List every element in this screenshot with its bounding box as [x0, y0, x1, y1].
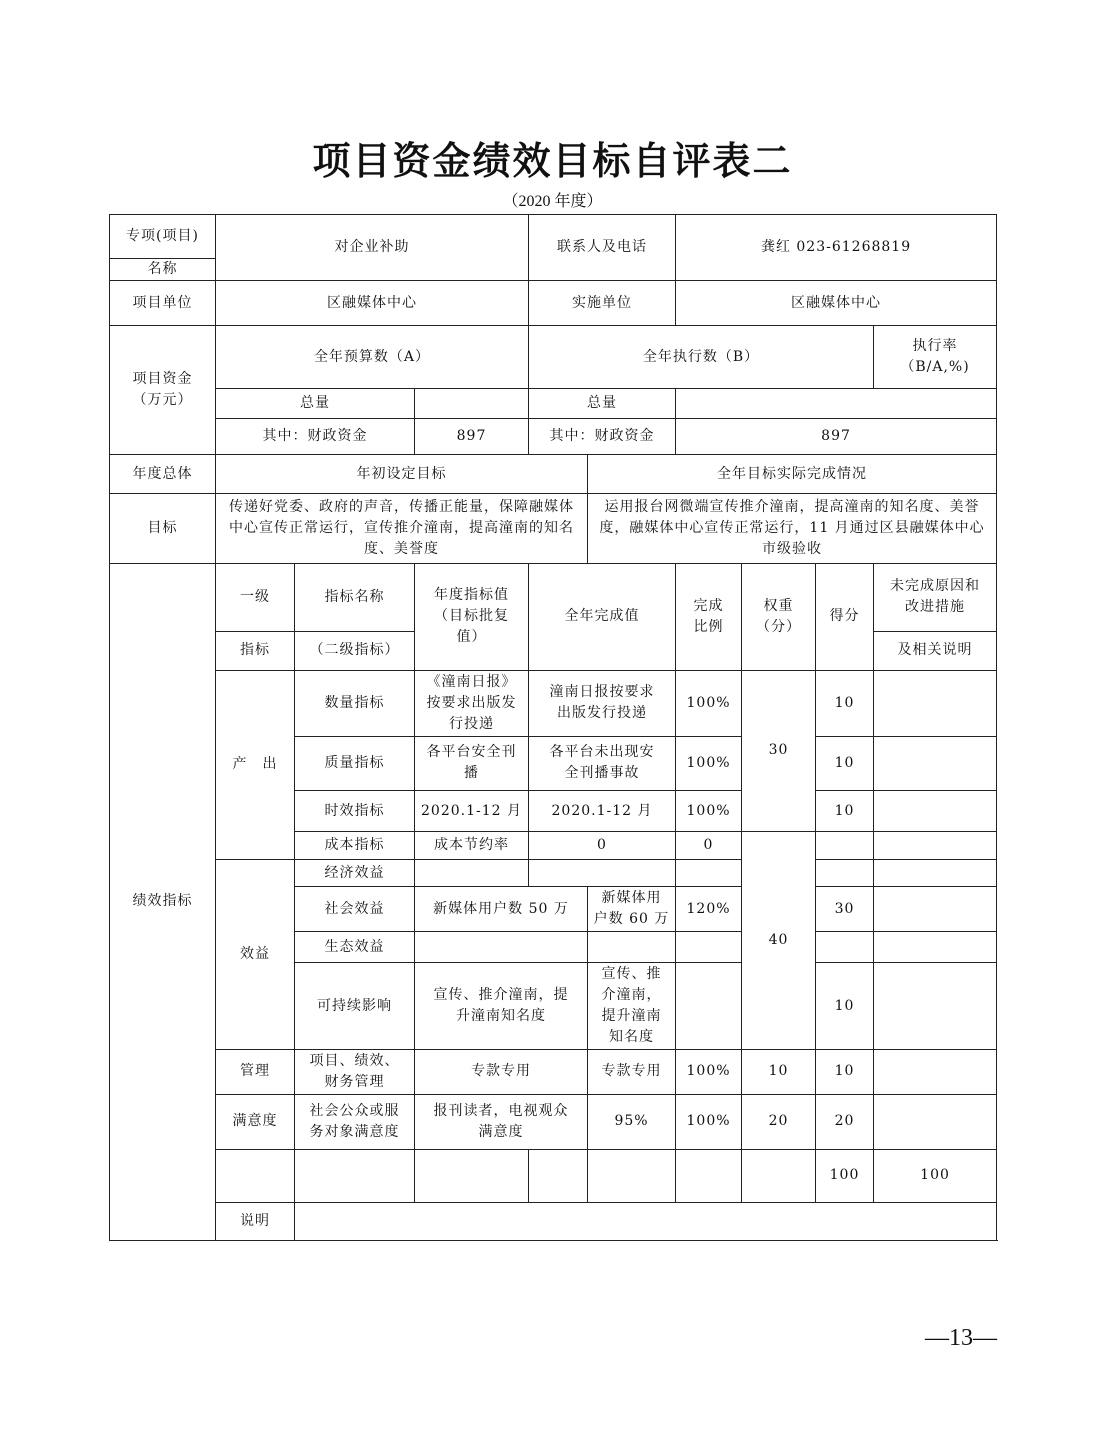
page-number: —13— [925, 1325, 997, 1351]
quality-actual: 各平台未出现安 全刊播事故 [529, 736, 676, 790]
social-reason [874, 887, 997, 932]
management-weight: 10 [742, 1050, 816, 1094]
benefit-label: 效益 [216, 860, 295, 1050]
funds-label: 项目资金 （万元） [110, 326, 216, 455]
ecological-score [816, 932, 874, 963]
fiscal-value-a: 897 [415, 419, 529, 455]
quantity-reason [874, 670, 997, 736]
total-value-a [415, 389, 529, 419]
hdr-target: 年度指标值 （目标批复 值） [415, 563, 529, 670]
quality-score: 10 [816, 736, 874, 790]
total-label-a: 总量 [216, 389, 415, 419]
sustainable-reason [874, 963, 997, 1050]
satisfaction-score: 20 [816, 1094, 874, 1149]
actual-goal-text: 运用报台网微端宣传推介潼南，提高潼南的知名度、美誉度，融媒体中心宣传正常运行，11 月通过区县融媒体中心市级验收 [588, 494, 997, 563]
timeliness-name: 时效指标 [295, 791, 415, 832]
satisfaction-weight: 20 [742, 1094, 816, 1149]
satisfaction-ratio: 100% [676, 1094, 742, 1149]
contact-value: 龚红 023-61268819 [676, 215, 997, 281]
budget-header: 全年预算数（A） [216, 326, 529, 389]
timeliness-actual: 2020.1-12 月 [529, 791, 676, 832]
project-name-value: 对企业补助 [216, 215, 529, 281]
social-score: 30 [816, 887, 874, 932]
total-row-target [529, 1149, 588, 1202]
hdr-reason: 未完成原因和 改进措施 [874, 563, 997, 631]
total-value-b [676, 389, 997, 419]
timeliness-target: 2020.1-12 月 [415, 791, 529, 832]
management-score: 10 [816, 1050, 874, 1094]
ecological-reason [874, 932, 997, 963]
economic-name: 经济效益 [295, 860, 415, 887]
project-unit-value: 区融媒体中心 [216, 281, 529, 326]
benefit-weight: 40 [742, 832, 816, 1050]
timeliness-score: 10 [816, 791, 874, 832]
hdr-name-b: （二级指标） [295, 631, 415, 670]
hdr-weight: 权重 （分） [742, 563, 816, 670]
sustainable-name: 可持续影响 [295, 963, 415, 1050]
document-title: 项目资金绩效目标自评表二 [312, 139, 793, 183]
quantity-target: 《潼南日报》 按要求出版发 行投递 [415, 670, 529, 736]
ecological-name: 生态效益 [295, 932, 415, 963]
total-weight: 100 [816, 1149, 874, 1202]
management-label: 管理 [216, 1050, 295, 1094]
satisfaction-actual: 95% [588, 1094, 676, 1149]
quality-reason [874, 736, 997, 790]
actual-header: 全年目标实际完成情况 [588, 455, 997, 494]
economic-target [415, 860, 529, 887]
total-row-actual [676, 1149, 742, 1202]
fiscal-label-a: 其中：财政资金 [216, 419, 415, 455]
total-row-ratio [742, 1149, 816, 1202]
hdr-actual: 全年完成值 [529, 563, 676, 670]
quantity-ratio: 100% [676, 670, 742, 736]
output-weight: 30 [742, 670, 816, 831]
fiscal-value-b: 897 [676, 419, 997, 455]
ecological-actual [588, 932, 676, 963]
sustainable-target: 宣传、推介潼南，提 升潼南知名度 [415, 963, 588, 1050]
total-score: 100 [874, 1149, 997, 1202]
hdr-reason-b: 及相关说明 [874, 631, 997, 670]
total-label-b: 总量 [529, 389, 676, 419]
hdr-name: 指标名称 [295, 563, 415, 631]
satisfaction-label: 满意度 [216, 1094, 295, 1149]
total-row-name [415, 1149, 529, 1202]
hdr-level1-b: 指标 [216, 631, 295, 670]
management-target: 专款专用 [415, 1050, 588, 1094]
cost-reason [874, 832, 997, 860]
note-value [295, 1202, 997, 1240]
social-actual: 新媒体用 户数 60 万 [588, 887, 676, 932]
total-row-target-b [588, 1149, 676, 1202]
management-ratio: 100% [676, 1050, 742, 1094]
social-name: 社会效益 [295, 887, 415, 932]
exec-header: 全年执行数（B） [529, 326, 874, 389]
satisfaction-name: 社会公众或服 务对象满意度 [295, 1094, 415, 1149]
timeliness-ratio: 100% [676, 791, 742, 832]
economic-score [816, 860, 874, 887]
cost-name: 成本指标 [295, 832, 415, 860]
note-label: 说明 [216, 1202, 295, 1240]
performance-indicators-label: 绩效指标 [110, 563, 216, 1240]
quality-target: 各平台安全刊 播 [415, 736, 529, 790]
fiscal-label-b: 其中：财政资金 [529, 419, 676, 455]
satisfaction-reason [874, 1094, 997, 1149]
rate-header: 执行率 （B/A,%) [874, 326, 997, 389]
satisfaction-target: 报刊读者，电视观众 满意度 [415, 1094, 588, 1149]
self-evaluation-table [109, 214, 997, 1241]
cost-ratio: 0 [676, 832, 742, 860]
project-name-label-2: 名称 [110, 259, 216, 281]
management-name: 项目、绩效、 财务管理 [295, 1050, 415, 1094]
timeliness-reason [874, 791, 997, 832]
management-actual: 专款专用 [588, 1050, 676, 1094]
document-subtitle: （2020 年度） [502, 193, 603, 210]
sustainable-score: 10 [816, 963, 874, 1050]
cost-actual: 0 [529, 832, 676, 860]
economic-ratio [676, 860, 742, 887]
ecological-target [415, 932, 588, 963]
project-name-label-1: 专项(项目) [110, 215, 216, 259]
hdr-score: 得分 [816, 563, 874, 670]
sustainable-ratio [676, 963, 742, 1050]
cost-score [816, 832, 874, 860]
quality-ratio: 100% [676, 736, 742, 790]
impl-unit-label: 实施单位 [529, 281, 676, 326]
quality-name: 质量指标 [295, 736, 415, 790]
economic-reason [874, 860, 997, 887]
quantity-score: 10 [816, 670, 874, 736]
social-target: 新媒体用户数 50 万 [415, 887, 588, 932]
impl-unit-value: 区融媒体中心 [676, 281, 997, 326]
initial-goal-text: 传递好党委、政府的声音，传播正能量，保障融媒体中心宣传正常运行，宣传推介潼南，提高潼南的知名度、美誉度 [216, 494, 588, 563]
annual-label: 年度总体 [110, 455, 216, 494]
hdr-level1: 一级 [216, 563, 295, 631]
total-row-label [216, 1149, 295, 1202]
initial-goal-header: 年初设定目标 [216, 455, 588, 494]
cost-target: 成本节约率 [415, 832, 529, 860]
quantity-name: 数量指标 [295, 670, 415, 736]
goal-label: 目标 [110, 494, 216, 563]
hdr-ratio: 完成 比例 [676, 563, 742, 670]
project-unit-label: 项目单位 [110, 281, 216, 326]
sustainable-actual: 宣传、推 介潼南， 提升潼南 知名度 [588, 963, 676, 1050]
total-row-level1 [295, 1149, 415, 1202]
management-reason [874, 1050, 997, 1094]
quantity-actual: 潼南日报按要求 出版发行投递 [529, 670, 676, 736]
economic-actual [529, 860, 676, 887]
ecological-ratio [676, 932, 742, 963]
output-label: 产 出 [216, 670, 295, 859]
social-ratio: 120% [676, 887, 742, 932]
contact-label: 联系人及电话 [529, 215, 676, 281]
